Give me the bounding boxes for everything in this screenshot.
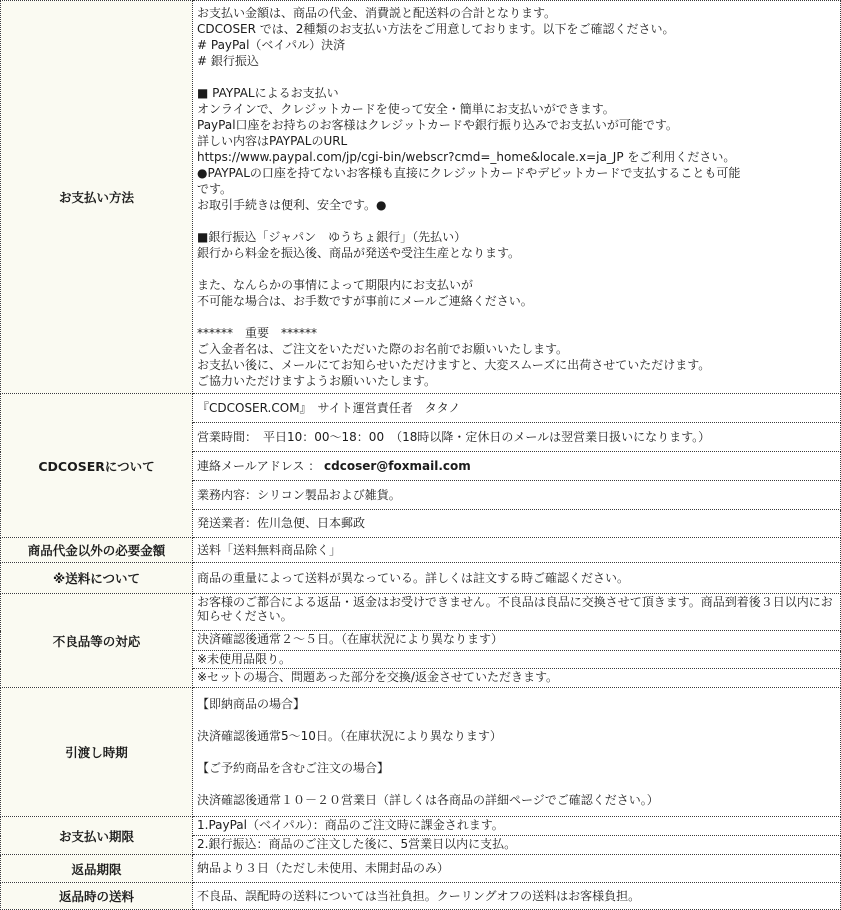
row-header-extra-fee: 商品代金以外の必要金額 (1, 538, 193, 563)
contact-email-label: 連絡メールアドレス ： (197, 458, 325, 473)
text-line: お支払い後に、メールにてお知らせいただけますと、大変スムーズに出荷させていただけます。 (197, 358, 711, 372)
delivery-time-content (193, 688, 841, 817)
defective-policy-set-items: ※セットの場合、問題あった部分を交換/返金させていただきます。 (193, 669, 841, 688)
text-line: 詳しい内容はPAYPALのURL (197, 134, 348, 148)
text-line: ■銀行振込「ジャパン ゆうちょ銀行」（先払い） (197, 230, 467, 244)
table-row (1, 394, 841, 423)
text-line: # PayPal（ベイパル）決済 (197, 38, 346, 52)
row-header-defective-items: 不良品等の対応 (1, 594, 193, 688)
text-line: # 銀行振込 (197, 54, 259, 68)
table-row (1, 688, 841, 817)
text-line (197, 309, 836, 325)
text-line (197, 712, 836, 728)
table-row (1, 563, 841, 594)
table-row (1, 817, 841, 836)
text-line (197, 69, 836, 85)
row-header-delivery-time: 引渡し時期 (1, 688, 193, 817)
row-header-return-shipping: 返品時の送料 (1, 883, 193, 910)
row-header-about-shop: CDCOSERについて (1, 394, 193, 538)
text-line (197, 776, 836, 792)
return-shipping-content: 不良品、誤配時の送料については当社負担。クーリングオフの送料はお客様負担。 (193, 883, 841, 910)
text-line: です。 (197, 182, 233, 196)
shipping-note-content: 商品の重量によって送料が異なっている。詳しくは註文する時ご確認ください。 (193, 563, 841, 594)
defective-policy-returns: お客様のご都合による返品・返金はお受けできません。不良品は良品に交換させて頂きます。商品到着後３日以内にお知らせください。 (193, 594, 841, 631)
row-header-shipping-note: ※送料について (1, 563, 193, 594)
text-line (197, 261, 836, 277)
text-line: オンラインで、クレジットカードを使って安全・簡単にお支払いができます。 (197, 102, 615, 116)
text-line: 決済確認後通常１０－２０営業日（詳しくは各商品の詳細ページでご確認ください。） (197, 793, 659, 807)
row-header-payment-deadline: お支払い期限 (1, 817, 193, 855)
about-shipping-carrier: 発送業者：佐川急便、日本郵政 (193, 510, 841, 538)
text-line: PayPal口座をお持ちのお客様はクレジットカードや銀行振り込みでお支払いが可能です。 (197, 118, 678, 132)
about-site-operator: 『CDCOSER.COM』 サイト運営責任者 タタノ (193, 394, 841, 423)
table-row (1, 855, 841, 883)
payment-deadline-bank: 2.銀行振込：商品のご注文した後に、5営業日以内に支払。 (193, 836, 841, 855)
text-line: ■ PAYPALによるお支払い (197, 86, 339, 100)
payment-method-content (193, 1, 841, 394)
payment-deadline-paypal: 1.PayPal（ベイパル）：商品のご注文時に課金されます。 (193, 817, 841, 836)
table-row (1, 1, 841, 394)
text-line: ●PAYPALの口座を持てないお客様も直接にクレジットカードやデビットカードで支払することも可能 (197, 166, 741, 180)
table-row (1, 883, 841, 910)
text-line: 【ご予約商品を含むご注文の場合】 (197, 761, 390, 775)
row-header-return-deadline: 返品期限 (1, 855, 193, 883)
about-contact-email-row (193, 452, 841, 481)
text-line: お取引手続きは便利、安全です。● (197, 198, 387, 212)
extra-fee-content: 送料「送料無料商品除く」 (193, 538, 841, 563)
text-line: ご入金者名は、ご注文をいただいた際のお名前でお願いいたします。 (197, 342, 569, 356)
text-line: ご協力いただけますようお願いいたします。 (197, 374, 437, 388)
about-business-content: 業務内容：シリコン製品および雑貨。 (193, 481, 841, 510)
return-deadline-content: 納品より３日（ただし未使用、未開封品のみ） (193, 855, 841, 883)
table-row (1, 594, 841, 631)
text-line: お支払い金額は、商品の代金、消費説と配送料の合計となります。 (197, 6, 557, 20)
defective-policy-unused-only: ※未使用品限り。 (193, 651, 841, 669)
text-line: 銀行から料金を振込後、商品が発送や受注生産となります。 (197, 246, 521, 260)
row-header-payment-method: お支払い方法 (1, 1, 193, 394)
defective-policy-processing-time: 決済確認後通常２～５日。（在庫状況により異なります） (193, 631, 841, 651)
text-line: また、なんらかの事情によって期限内にお支払いが (197, 278, 474, 292)
text-line: 不可能な場合は、お手数ですが事前にメールご連絡ください。 (197, 294, 533, 308)
table-row (1, 538, 841, 563)
text-line: CDCOSER では、2種類のお支払い方法をご用意しております。以下をご確認ください。 (197, 22, 675, 36)
text-line (197, 744, 836, 760)
about-business-hours: 営業時間： 平日10：00～18：00 （18時以降・定休日のメールは翌営業日扱いになります。） (193, 423, 841, 452)
text-line: https://www.paypal.com/jp/cgi-bin/webscr?cmd=_home&locale.x=ja_JP をご利用ください。 (197, 150, 736, 164)
contact-email: cdcoser@foxmail.com (324, 458, 471, 473)
text-line: ****** 重要 ****** (197, 326, 318, 340)
text-line (197, 213, 836, 229)
text-line: 決済確認後通常5～10日。（在庫状況により異なります） (197, 729, 502, 743)
text-line: 【即納商品の場合】 (197, 697, 306, 711)
